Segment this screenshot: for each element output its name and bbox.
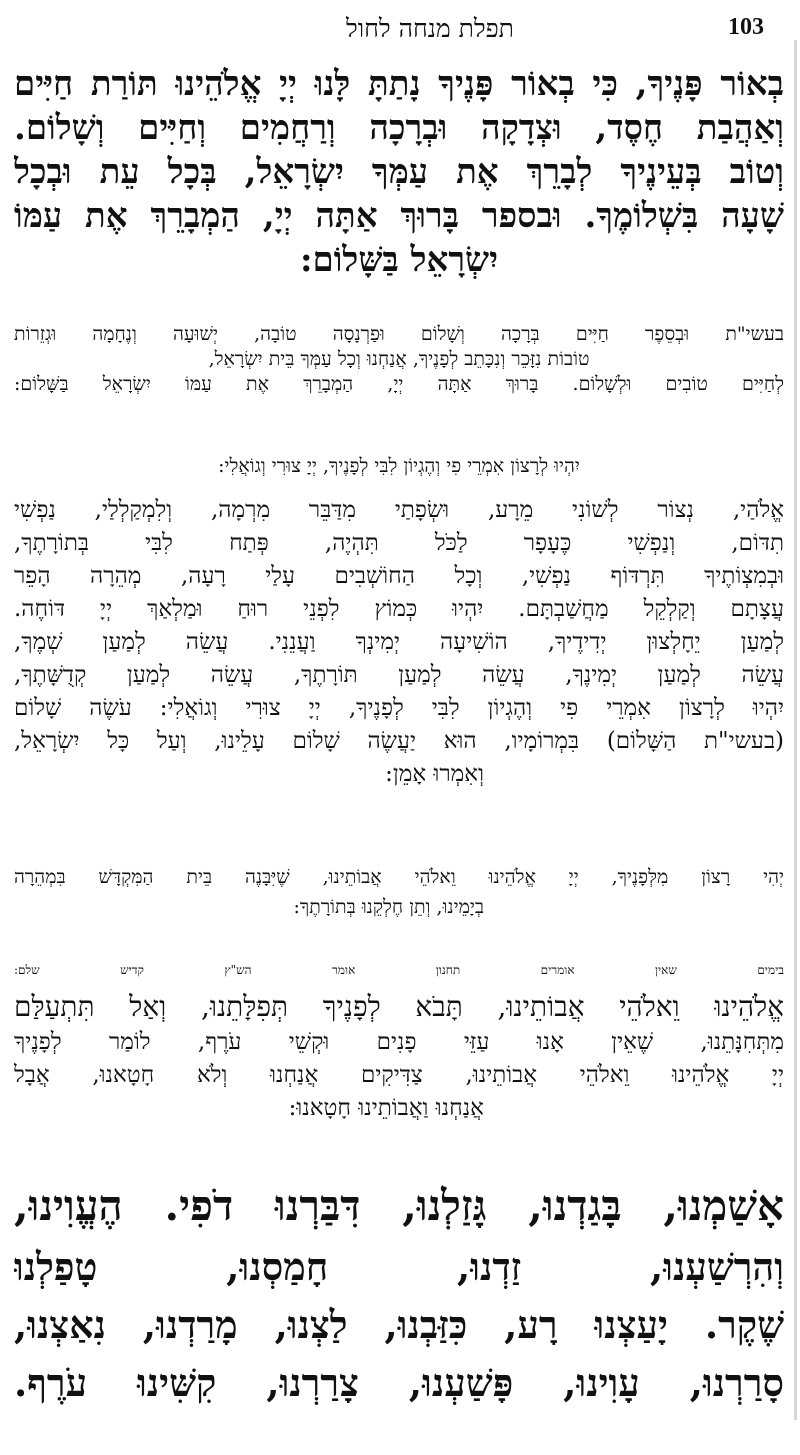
text-line: עֲצָתָם וְקַלְקֵל מַחֲשַׁבְתָּם. יִהְיוּ כְּמוֹץ לִפְנֵי רוּחַ וּמַלְאַךְ יְיָ דּוֹחֶה. bbox=[14, 596, 784, 622]
text-line: יִשְׂרָאֵל בַּשָּׁלוֹם: bbox=[299, 240, 499, 280]
text-line: בְיָמֵינוּ, וְתֵן חֶלְקֵנוּ בְּתוֹרָתֶךָ: bbox=[293, 896, 484, 918]
text-line: בְאוֹר פָּנֶיךָ, כִּי בְאוֹר פָּנֶיךָ נָתַתָּ לָּנוּ יְיָ אֱלֹהֵינוּ תּוֹרַת חַיִּים bbox=[14, 64, 784, 104]
text-line: יְהִי רָצוֹן מִלְּפָנֶיךָ, יְיָ אֱלֹהֵינוּ וֵאלֹהֵי אֲבוֹתֵינוּ, שֶׁיִּבָּנֶה בֵּית הַמִּקְדָּשׁ בִּמְהֵרָה bbox=[14, 866, 784, 888]
instruction-text: בימים שאין אומרים תחנון אומר הש"ץ קדיש שלם: bbox=[14, 963, 784, 977]
text-line: לְחַיִּים טוֹבִים וּלְשָׁלוֹם. בָּרוּךְ אַתָּה יְיָ, הַמְבָרֵךְ אֶת עַמּוֹ יִשְׂרָאֵל בַּשָּׁלוֹם: bbox=[14, 373, 784, 395]
text-line: אֲנַחְנוּ וַאֲבוֹתֵינוּ חָטָאנוּ: bbox=[288, 1095, 484, 1121]
elohai-netzor-paragraph bbox=[14, 494, 784, 791]
text-line: טוֹבוֹת נִזָּכֵר וְנִכָּתֵב לְפָנֶיךָ, אֲנַחְנוּ וְכָל עַמְּךָ בֵּית יִשְׂרָאֵל, bbox=[208, 348, 590, 370]
text-line: אָשַׁמְנוּ, בָּגַדְנוּ, גָּזַלְנוּ, דִּבַּרְנוּ דֹפִי. הֶעֱוִינוּ, bbox=[14, 1181, 784, 1230]
page-number: 103 bbox=[728, 14, 764, 40]
page-edge-rule bbox=[794, 40, 797, 1420]
text-line: בעשי"ת וּבְסֵפֶר חַיִּים בְּרָכָה וְשָׁלוֹם וּפַרְנָסָה טוֹבָה, יְשׁוּעָה וְנֶחָמָה וּגְזֵרוֹת bbox=[14, 323, 784, 345]
text-line: יִהְיוּ לְרָצוֹן אִמְרֵי פִי וְהֶגְיוֹן לִבִּי לְפָנֶיךָ, יְיָ צוּרִי וְגוֹאֲלִי: bbox=[218, 455, 580, 477]
text-line: וְטוֹב בְּעֵינֶיךָ לְבָרֵךְ אֶת עַמְּךָ יִשְׂרָאֵל, בְּכָל עֵת וּבְכָל bbox=[14, 152, 784, 192]
ashamnu-paragraph bbox=[14, 1174, 784, 1412]
text-line: יִהְיוּ לְרָצוֹן אִמְרֵי פִי וְהֶגְיוֹן לִבִּי לְפָנֶיךָ, יְיָ צוּרִי וְגוֹאֲלִי: עֹשֶׂה שָׁלוֹם bbox=[14, 695, 784, 721]
tachanun-instruction bbox=[14, 962, 784, 978]
text-line: וְהִרְשַׁעְנוּ, זַדְנוּ, חָמַסְנוּ, טָפַלְנוּ bbox=[14, 1244, 784, 1289]
text-line: מִתְּחִנָּתֵנוּ, שֶׁאֵין אָנוּ עַזֵּי פָנִים וּקְשֵׁי עֹרֶף, לוֹמַר לְפָנֶיךָ bbox=[14, 1029, 784, 1055]
text-line: עֲשֵׂה לְמַעַן יְמִינֶךָ, עֲשֵׂה לְמַעַן תּוֹרָתֶךָ, עֲשֵׂה לְמַעַן קְדֻשָּׁתֶךָ, bbox=[14, 662, 784, 688]
text-line: לְמַעַן יֵחָלְצוּן יְדִידֶיךָ, הוֹשִׁיעָה יְמִינְךָ וַעֲנֵנִי. עֲשֵׂה לְמַעַן שְׁמֶךָ, bbox=[14, 629, 784, 655]
text-line: וְאִמְרוּ אָמֵן: bbox=[385, 761, 484, 787]
running-title: תפלת מנחה לחול bbox=[346, 14, 514, 43]
text-line: שָׁעָה בִּשְׁלוֹמֶךָ. וּבספר בָּרוּךְ אַתָּה יְיָ, הַמְבָרֵךְ אֶת עַמּוֹ bbox=[14, 196, 784, 236]
yihyu-line bbox=[14, 454, 784, 478]
yehi-ratzon-paragraph bbox=[14, 862, 784, 922]
text-line: אֱלֹהֵינוּ וֵאלֹהֵי אֲבוֹתֵינוּ, תָּבֹא לְפָנֶיךָ תְּפִלָּתֵנוּ, וְאַל תִּתְעַלַּם bbox=[14, 990, 784, 1023]
text-line: סָרַרְנוּ, עָוִינוּ, פָּשַׁעְנוּ, צָרַרְנוּ, קִשִּׁינוּ עֹרֶף. bbox=[14, 1360, 784, 1405]
sefer-chaim-paragraph bbox=[14, 322, 784, 397]
viduy-intro-paragraph bbox=[14, 988, 784, 1125]
text-line: אֱלֹהַי, נְצוֹר לְשׁוֹנִי מֵרָע, וּשְׂפָתַי מִדַּבֵּר מִרְמָה, וְלִמְקַלְלַי, נַפְשִׁי bbox=[14, 497, 784, 523]
text-line: יְיָ אֱלֹהֵינוּ וֵאלֹהֵי אֲבוֹתֵינוּ, צַדִּיקִים אֲנַחְנוּ וְלֹא חָטָאנוּ, אֲבָל bbox=[14, 1062, 784, 1088]
sim-shalom-paragraph bbox=[14, 62, 784, 282]
text-line: וְאַהֲבַת חֶסֶד, וּצְדָקָה וּבְרָכָה וְרַחֲמִים וְחַיִּים וְשָׁלוֹם. bbox=[14, 108, 784, 148]
text-line: (בעשי"ת הַשָּׁלוֹם) בִּמְרוֹמָיו, הוּא יַעֲשֶׂה שָׁלוֹם עָלֵינוּ, וְעַל כָּל יִשְׂרָאֵל, bbox=[14, 728, 784, 754]
text-line: וּבְמִצְוֹתֶיךָ תִּרְדּוֹף נַפְשִׁי, וְכָל הַחוֹשְׁבִים עָלַי רָעָה, מְהֵרָה הָפֵר bbox=[14, 563, 784, 589]
text-line: שֶׁקֶר. יָעַצְנוּ רָע, כִּזַּבְנוּ, לַצְנוּ, מָרַדְנוּ, נִאַצְנוּ, bbox=[14, 1302, 784, 1347]
text-line: תִדּוֹם, וְנַפְשִׁי כֶּעָפָר לַכֹּל תִּהְיֶה, פְּתַח לִבִּי בְּתוֹרָתֶךָ, bbox=[14, 530, 784, 556]
page-header bbox=[0, 14, 800, 54]
